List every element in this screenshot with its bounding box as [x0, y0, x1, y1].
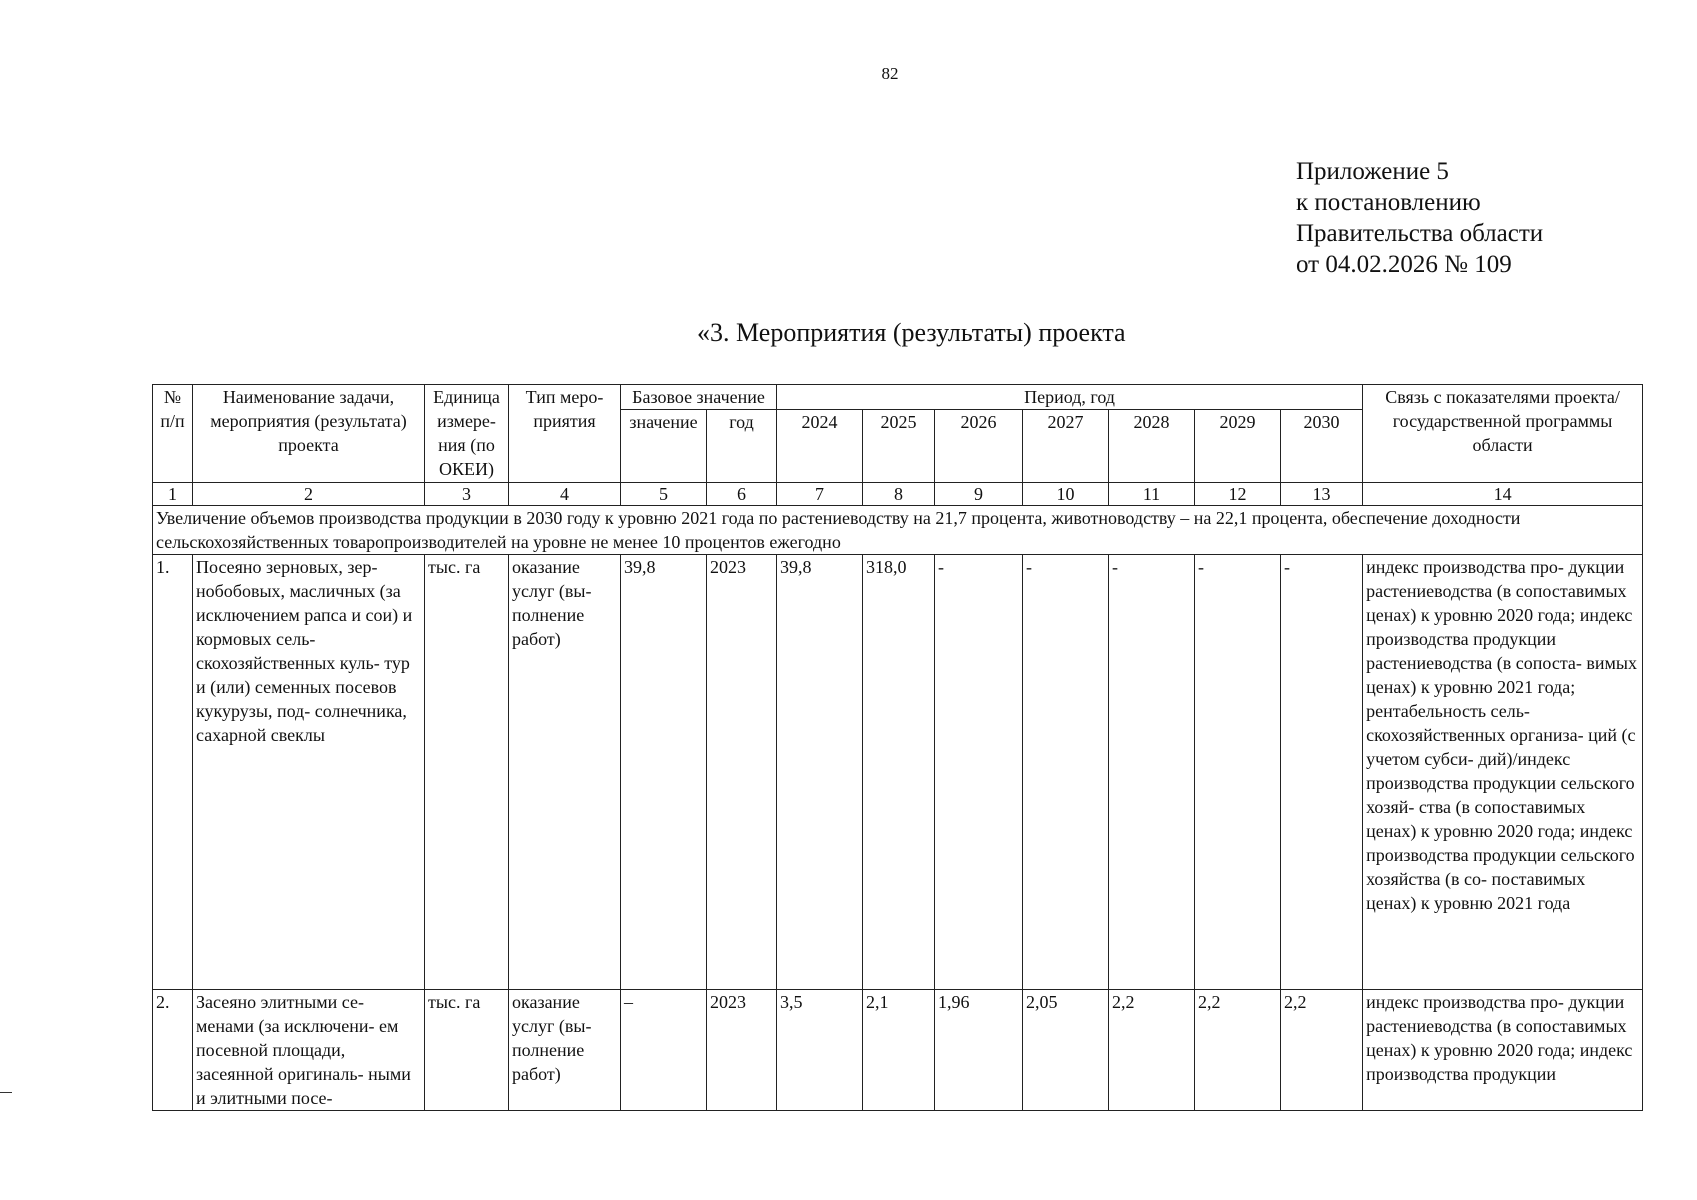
- row-year-value: 318,0: [863, 555, 935, 990]
- row-name: Посеяно зерновых, зер- нобобовых, масличных (за исключением рапса и сои) и кормовых сель- скохозяйственных куль- тур и (или) семенных посевов кукурузы, под- солнечника, сахарной свеклы: [193, 555, 425, 990]
- row-year-value: -: [1109, 555, 1195, 990]
- page-number: 82: [881, 64, 899, 83]
- row-base-year: 2023: [707, 555, 777, 990]
- task-row: [153, 506, 1643, 555]
- row-year-value: 2,1: [863, 990, 935, 1111]
- row-year-value: 1,96: [935, 990, 1023, 1111]
- header-unit: Единица измере- ния (по ОКЕИ): [425, 385, 509, 483]
- header-base-year: год: [707, 410, 777, 483]
- row-year-value: -: [935, 555, 1023, 990]
- row-unit: тыс. га: [425, 990, 509, 1111]
- appendix-block: [1296, 156, 1543, 280]
- table-row: [153, 555, 1643, 990]
- document-title: «3. Мероприятия (результаты) проекта: [697, 318, 1126, 347]
- header-period: Период, год: [777, 385, 1363, 410]
- header-year: 2030: [1281, 410, 1363, 483]
- header-year: 2029: [1195, 410, 1281, 483]
- measures-table: [152, 384, 1643, 1111]
- margin-mark: [0, 1092, 12, 1093]
- appendix-line-3: Правительства области: [1296, 220, 1544, 247]
- header-year: 2028: [1109, 410, 1195, 483]
- column-number: 3: [425, 483, 509, 506]
- column-number: 10: [1023, 483, 1109, 506]
- row-year-value: 2,2: [1281, 990, 1363, 1111]
- row-unit: тыс. га: [425, 555, 509, 990]
- row-year-value: -: [1195, 555, 1281, 990]
- header-base: Базовое значение: [621, 385, 777, 410]
- column-number: 14: [1363, 483, 1643, 506]
- header-num: № п/п: [153, 385, 193, 483]
- row-num: 2.: [153, 990, 193, 1111]
- column-number: 5: [621, 483, 707, 506]
- row-name: Засеяно элитными се- менами (за исключени- ем посевной площади, засеянной оригиналь- ными и элитными посе-: [193, 990, 425, 1111]
- row-year-value: 3,5: [777, 990, 863, 1111]
- row-year-value: 39,8: [777, 555, 863, 990]
- appendix-line-4: от 04.02.2026 № 109: [1296, 251, 1512, 278]
- row-base-value: 39,8: [621, 555, 707, 990]
- header-year: 2025: [863, 410, 935, 483]
- row-base-year: 2023: [707, 990, 777, 1111]
- table-row: [153, 990, 1643, 1111]
- header-base-value: значение: [621, 410, 707, 483]
- row-year-value: -: [1281, 555, 1363, 990]
- appendix-line-1: Приложение 5: [1296, 158, 1449, 185]
- column-number: 6: [707, 483, 777, 506]
- row-num: 1.: [153, 555, 193, 990]
- header-year: 2027: [1023, 410, 1109, 483]
- row-year-value: 2,2: [1109, 990, 1195, 1111]
- row-link: индекс производства про- дукции растениеводства (в сопоставимых ценах) к уровню 2020 года; индекс производства продукции: [1363, 990, 1643, 1111]
- column-number-row: [153, 483, 1643, 506]
- task-text: Увеличение объемов производства продукции в 2030 году к уровню 2021 года по растениеводству на 21,7 процента, животноводству – на 22,1 процента, обеспечение доходности сельскохозяйственных товаропроизводителей на уровне не менее 10 процентов ежегодно: [153, 506, 1643, 555]
- row-year-value: 2,2: [1195, 990, 1281, 1111]
- header-link: Связь с показателями проекта/государственной программы области: [1363, 385, 1643, 483]
- column-number: 13: [1281, 483, 1363, 506]
- header-type: Тип меро- приятия: [509, 385, 621, 483]
- column-number: 11: [1109, 483, 1195, 506]
- header-row-1: [153, 385, 1643, 410]
- row-year-value: -: [1023, 555, 1109, 990]
- column-number: 7: [777, 483, 863, 506]
- column-number: 9: [935, 483, 1023, 506]
- row-type: оказание услуг (вы- полнение работ): [509, 555, 621, 990]
- appendix-line-2: к постановлению: [1296, 189, 1481, 216]
- column-number: 1: [153, 483, 193, 506]
- row-year-value: 2,05: [1023, 990, 1109, 1111]
- header-year: 2026: [935, 410, 1023, 483]
- column-number: 4: [509, 483, 621, 506]
- column-number: 8: [863, 483, 935, 506]
- column-number: 2: [193, 483, 425, 506]
- row-base-value: –: [621, 990, 707, 1111]
- row-link: индекс производства про- дукции растениеводства (в сопоставимых ценах) к уровню 2020 года; индекс производства продукции растениеводства (в сопоста- вимых ценах) к уровню 2021 года; рентабельность сель- скохозяйственных организа- ций (с учетом субси- дий)/индекс производства продукции сельского хозяй- ства (в сопоставимых ценах) к уровню 2020 года; индекс производства продукции сельского хозяйства (в со- поставимых ценах) к уровню 2021 года: [1363, 555, 1643, 990]
- header-name: Наименование задачи, мероприятия (результата) проекта: [193, 385, 425, 483]
- column-number: 12: [1195, 483, 1281, 506]
- row-type: оказание услуг (вы- полнение работ): [509, 990, 621, 1111]
- header-year: 2024: [777, 410, 863, 483]
